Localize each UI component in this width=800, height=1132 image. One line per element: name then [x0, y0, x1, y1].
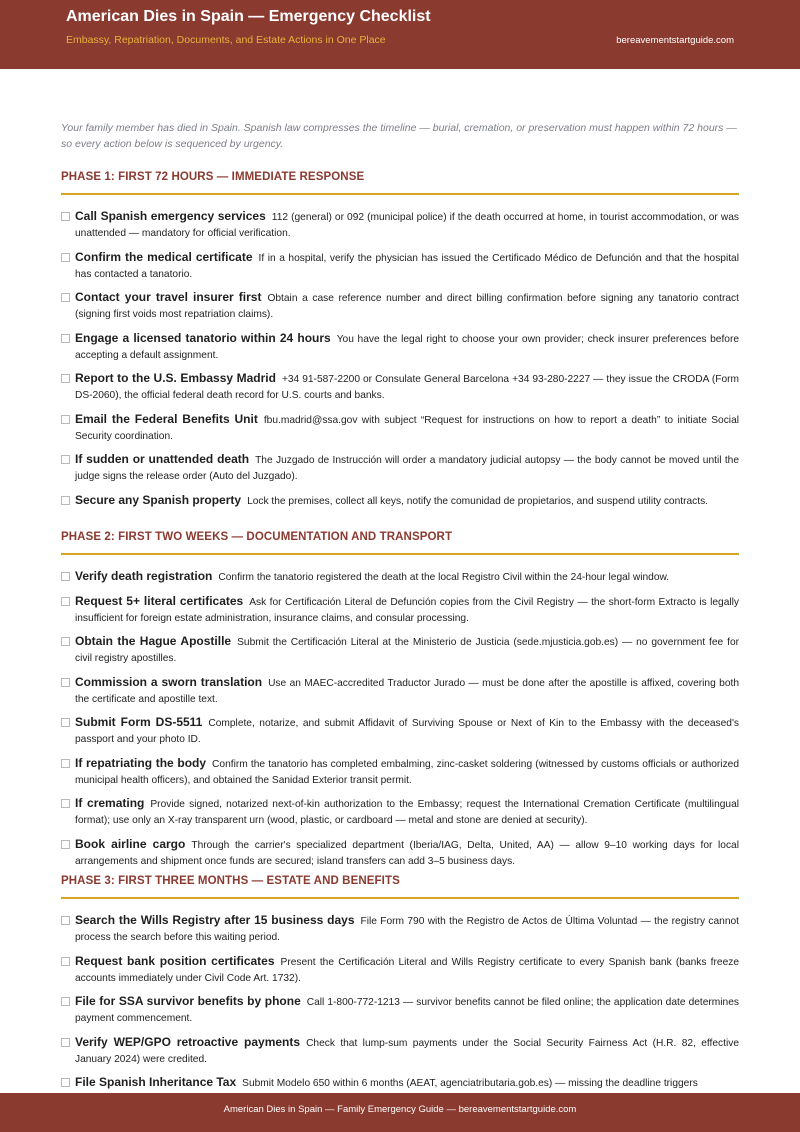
checklist-item-text: Call 1-800-772-1213 — survivor benefits cannot be filed online; the application date determines payment commencement.	[75, 997, 739, 1024]
intro-text: Your family member has died in Spain. Spanish law compresses the timeline — burial, cremation, or preservation must happen within 72 hours — so every action below is sequenced by urgency.	[61, 122, 737, 150]
checklist-item	[61, 568, 739, 586]
checklist-item-text: If in a hospital, verify the physician has issued the Certificado Médico de Defunción and that the hospital has contacted a tanatorio.	[75, 252, 739, 280]
checklist-item	[61, 492, 739, 510]
checklist-item-heading: Commission a sworn translation	[75, 674, 263, 689]
checklist-item-heading: Verify WEP/GPO retroactive payments	[75, 1034, 301, 1049]
checklist-item-heading: Search the Wills Registry after 15 business days	[75, 913, 355, 927]
checkbox[interactable]	[61, 455, 70, 464]
checkbox[interactable]	[61, 678, 70, 687]
checkbox[interactable]	[61, 997, 70, 1006]
checklist-item	[61, 795, 739, 829]
document-subtitle: Embassy, Repatriation, Documents, and Estate Actions in One Place	[66, 34, 386, 46]
checklist-item-heading: If cremating	[75, 796, 145, 810]
checklist-item-text: +34 91-587-2200 or Consulate General Barcelona +34 93-280-2227 — they issue the CRODA (Form DS-2060), the official federal death record for U.S. courts and banks.	[75, 374, 739, 401]
checklist-item-text: Obtain a case reference number and direct billing confirmation before signing any tanatorio contract (signing first voids most repatriation claims).	[75, 293, 739, 320]
checklist-item-text: Complete, notarize, and submit Affidavit of Surviving Spouse or Next of Kin to the Embassy with the deceased's passport and your photo ID.	[75, 718, 740, 745]
phase-2-title: PHASE 2: FIRST TWO WEEKS — DOCUMENTATION AND TRANSPORT	[61, 531, 739, 555]
checklist-item-heading: Secure any Spanish property	[75, 492, 242, 507]
checklist-item	[61, 451, 739, 485]
checklist-item-heading: If sudden or unattended death	[75, 452, 250, 466]
checklist-item	[61, 633, 739, 667]
checklist-item	[61, 1074, 739, 1092]
checkbox[interactable]	[61, 374, 70, 383]
phase-1-title: PHASE 1: FIRST 72 HOURS — IMMEDIATE RESPONSE	[61, 171, 739, 195]
checklist-item	[61, 755, 739, 789]
checklist-item-text: You have the legal right to choose your own provider; check insurer preferences before accepting a default assignment.	[75, 333, 739, 361]
checklist-item	[61, 289, 739, 323]
checklist-item	[61, 674, 739, 708]
checkbox[interactable]	[61, 799, 70, 808]
checkbox[interactable]	[61, 916, 70, 925]
page-header	[0, 0, 800, 69]
checklist-item	[61, 836, 739, 870]
checkbox[interactable]	[61, 415, 70, 424]
footer-text: American Dies in Spain — Family Emergency Guide — bereavementstartguide.com	[223, 1104, 577, 1115]
checklist-item	[61, 370, 739, 404]
checklist-item	[61, 593, 739, 627]
checkbox[interactable]	[61, 572, 70, 581]
checklist-item-heading: Contact your travel insurer first	[75, 290, 262, 304]
checkbox[interactable]	[61, 840, 70, 849]
checklist-item-text: Confirm the tanatorio registered the death at the local Registro Civil within the 24-hour legal window.	[218, 572, 670, 583]
checklist-item-heading: Engage a licensed tanatorio within 24 hours	[75, 330, 331, 345]
checkbox[interactable]	[61, 1078, 70, 1087]
phase-3-section	[61, 875, 739, 1099]
checklist-item-heading: Report to the U.S. Embassy Madrid	[75, 371, 276, 385]
checklist-item	[61, 411, 739, 445]
checkbox[interactable]	[61, 212, 70, 221]
checklist-item-text: Lock the premises, collect all keys, notify the comunidad de propietarios, and suspend utility contracts.	[247, 495, 709, 507]
checklist-item	[61, 714, 739, 748]
checklist-item-heading: Request 5+ literal certificates	[75, 593, 244, 608]
checkbox[interactable]	[61, 1038, 70, 1047]
page-footer	[0, 1093, 800, 1132]
checklist-item-text: Ask for Certificación Literal de Defunción copies from the Civil Registry — the short-form Extracto is legally insufficient for foreign estate administration, insurance claims, and consular processing.	[75, 596, 739, 624]
header-site-link[interactable]: bereavementstartguide.com	[616, 35, 734, 46]
checklist-item-text: Check that lump-sum payments under the Social Security Fairness Act (H.R. 82, effective January 2024) were credited.	[75, 1037, 740, 1065]
checklist-item-heading: Confirm the medical certificate	[75, 249, 253, 264]
checklist-item-text: Confirm the tanatorio has completed embalming, zinc-casket soldering (witnessed by customs officials or authorized municipal health officers), and obtained the Sanidad Exterior transit permit.	[75, 758, 739, 786]
checklist-item-heading: Email the Federal Benefits Unit	[75, 411, 258, 426]
checklist-item	[61, 912, 739, 946]
checklist-item-text: Submit Modelo 650 within 6 months (AEAT, agenciatributaria.gob.es) — missing the deadline triggers	[242, 1078, 698, 1089]
checklist-item-heading: Call Spanish emergency services	[75, 209, 266, 223]
checklist-item-text: fbu.madrid@ssa.gov with subject “Request for instructions on how to report a death” to initiate Social Security coordination.	[75, 414, 739, 442]
checkbox[interactable]	[61, 253, 70, 262]
phase-3-title: PHASE 3: FIRST THREE MONTHS — ESTATE AND BENEFITS	[61, 875, 739, 899]
checklist-item-text: File Form 790 with the Registro de Actos de Última Voluntad — the registry cannot process the search before this waiting period.	[75, 916, 739, 943]
checklist-item-heading: File Spanish Inheritance Tax	[75, 1075, 237, 1089]
checklist-item-text: Provide signed, notarized next-of-kin authorization to the Embassy; request the International Cremation Certificate (multilingual format); use only an X-ray transparent urn (wood, plastic, or cardboard — metal and stone are denied at security).	[75, 799, 740, 826]
checklist-item-text: The Juzgado de Instrucción will order a mandatory judicial autopsy — the body cannot be moved until the judge signs the release order (Auto del Juzgado).	[75, 455, 739, 482]
checklist-item-heading: Verify death registration	[75, 569, 213, 583]
checklist-item	[61, 249, 739, 283]
checklist-item-text: Use an MAEC-accredited Traductor Jurado — must be done after the apostille is affixed, covering both the certificate and apostille text.	[75, 677, 739, 705]
checklist-item	[61, 993, 739, 1027]
checkbox[interactable]	[61, 637, 70, 646]
checkbox[interactable]	[61, 957, 70, 966]
checkbox[interactable]	[61, 759, 70, 768]
checklist-item	[61, 330, 739, 364]
checklist-item-heading: Book airline cargo	[75, 836, 186, 851]
checklist-item	[61, 208, 739, 242]
checklist-item-heading: If repatriating the body	[75, 755, 207, 770]
checklist-item	[61, 1034, 739, 1068]
document-title: American Dies in Spain — Emergency Checklist	[66, 8, 431, 25]
checkbox[interactable]	[61, 718, 70, 727]
checklist-item-heading: Request bank position certificates	[75, 953, 275, 968]
checklist-item-heading: Obtain the Hague Apostille	[75, 634, 232, 648]
checklist-item-text: Through the carrier's specialized department (Iberia/IAG, Delta, United, AA) — allow 9–10 working days for local arrangements and shipment once funds are secured; island transfers can add 3–5 business days.	[75, 839, 739, 867]
checklist-item-text: 112 (general) or 092 (municipal police) if the death occurred at home, in tourist accommodation, or was unattended — mandatory for official verification.	[75, 212, 740, 239]
checkbox[interactable]	[61, 597, 70, 606]
checkbox[interactable]	[61, 334, 70, 343]
checkbox[interactable]	[61, 293, 70, 302]
phase-2-section	[61, 531, 739, 876]
checklist-item-text: Submit the Certificación Literal at the Ministerio de Justicia (sede.mjusticia.gob.es) — no government fee for civil registry apostilles.	[75, 637, 739, 664]
checklist-item-heading: Submit Form DS-5511	[75, 715, 203, 729]
checklist-item-text: Present the Certificación Literal and Wills Registry certificate to every Spanish bank (banks freeze accounts immediately under Civil Code Art. 1732).	[75, 956, 739, 984]
checklist-item	[61, 953, 739, 987]
checkbox[interactable]	[61, 496, 70, 505]
checklist-item-heading: File for SSA survivor benefits by phone	[75, 994, 301, 1008]
phase-1-section	[61, 171, 739, 516]
